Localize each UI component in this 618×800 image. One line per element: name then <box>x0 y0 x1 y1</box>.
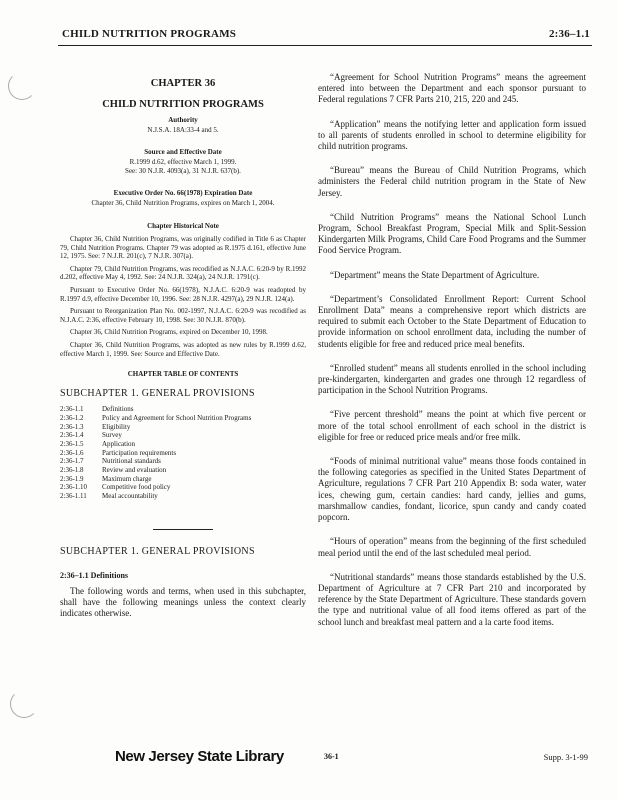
header-section-number: 2:36–1.1 <box>548 28 590 40</box>
binding-mark-top <box>8 72 36 100</box>
toc-item-title: Nutritional standards <box>102 457 161 466</box>
binding-hole <box>0 440 30 476</box>
page-footer <box>0 748 618 768</box>
toc-list <box>60 405 306 501</box>
section-heading: 2:36–1.1 Definitions <box>60 570 128 580</box>
toc-item <box>60 449 306 458</box>
toc-item-title: Maximum charge <box>102 474 152 483</box>
definition-enrollment-report: “Department’s Consolidated Enrollment Report: Current School Enrollment Data” means a comprehensive report which districts are required to submit each October to the State Department of Education to provide information on school enrollment data, including the number of students eligible for free and reduced price meal benefits. <box>318 293 586 349</box>
toc-item <box>60 475 306 484</box>
definition-hours-of-operation: “Hours of operation” means from the beginning of the first scheduled meal period until the end of the last scheduled meal period. <box>318 536 586 558</box>
toc-item-number: 2:36-1.6 <box>60 448 84 457</box>
definition-department: “Department” means the State Department of Agriculture. <box>330 269 540 280</box>
authority-label: Authority <box>168 116 198 124</box>
definition-five-percent-threshold: “Five percent threshold” means the point at which five percent or more of the total school enrollment of each school in the district is eligible for free or reduced price meals and/or free milk. <box>318 409 586 442</box>
toc-item <box>60 423 306 432</box>
toc-item <box>60 483 306 492</box>
toc-item <box>60 466 306 475</box>
toc-item-title: Competitive food policy <box>102 483 171 492</box>
definition-application: “Application” means the notifying letter and application form issued to all parents of students enrolled in school to determine eligibility for child nutrition programs. <box>318 118 586 152</box>
header-rule <box>58 45 592 46</box>
definition-agreement: “Agreement for School Nutrition Programs” means the agreement entered into between the Department and each sponsor pursuant to Federal regulations 7 CFR Parts 210, 215, 220 and 245. <box>318 72 586 105</box>
toc-item-number: 2:36-1.2 <box>60 413 84 422</box>
toc-item-number: 2:36-1.5 <box>60 439 84 448</box>
toc-item-title: Eligibility <box>102 422 131 431</box>
history-note: Pursuant to Executive Order No. 66(1978), N.J.A.C. 6:20-9 was readopted by R.1997 d.9, effective December 10, 1996. See: 28 N.J.R. 4297(a), 29 N.J.R. 124(a). <box>60 285 306 303</box>
toc-item-number: 2:36-1.10 <box>60 483 88 492</box>
source-line: R.1999 d.62, effective March 1, 1999. <box>129 157 237 166</box>
history-note: Chapter 36, Child Nutrition Programs, was adopted as new rules by R.1999 d.62, effective March 1, 1999. See: Source and Effective Date. <box>60 340 306 358</box>
toc-item-title: Survey <box>102 431 122 440</box>
body-subchapter-heading: SUBCHAPTER 1. GENERAL PROVISIONS <box>60 545 255 557</box>
library-logo: New Jersey State Library <box>115 748 284 765</box>
header-title: CHILD NUTRITION PROGRAMS <box>62 28 237 40</box>
history-note: Chapter 79, Child Nutrition Programs, was recodified as N.J.A.C. 6:20-9 by R.1992 d.202, effective May 4, 1992. See: 24 N.J.R. 324(a), 24 N.J.R. 1791(c). <box>60 264 306 282</box>
left-column <box>60 72 306 619</box>
toc-item-number: 2:36-1.8 <box>60 466 84 475</box>
page-number: 36-1 <box>324 752 339 761</box>
chapter-title: CHILD NUTRITION PROGRAMS <box>102 99 264 110</box>
toc-item-title: Participation requirements <box>102 448 177 457</box>
running-header <box>62 28 590 42</box>
section-divider <box>153 529 213 530</box>
toc-item-number: 2:36-1.4 <box>60 431 84 440</box>
binding-mark-bottom <box>10 690 38 718</box>
history-label: Chapter Historical Note <box>147 222 219 230</box>
toc-item <box>60 492 306 501</box>
source-citation: See: 30 N.J.R. 4093(a), 31 N.J.R. 637(b). <box>125 167 241 175</box>
definition-bureau: “Bureau” means the Bureau of Child Nutrition Programs, which administers the Federal child nutrition program in the State of New Jersey. <box>318 165 586 198</box>
toc-item-number: 2:36-1.11 <box>60 492 87 501</box>
source-label: Source and Effective Date <box>144 147 222 156</box>
chapter-number: CHAPTER 36 <box>150 78 216 89</box>
toc-item-title: Application <box>102 439 136 448</box>
toc-item <box>60 457 306 466</box>
toc-item-title: Meal accountability <box>102 492 158 501</box>
toc-item <box>60 414 306 423</box>
toc-item-number: 2:36-1.1 <box>60 405 84 414</box>
definition-nutritional-standards: “Nutritional standards” means those standards established by the U.S. Department of Agriculture at 7 CFR Part 210 and incorporated by reference by the State Department of Agriculture. These standards govern the type and nutritional value of all food items offered as part of the school lunch and breakfast meal pattern and a la carte food items. <box>318 571 586 627</box>
toc-item-title: Policy and Agreement for School Nutrition Programs <box>102 413 252 422</box>
toc-item-number: 2:36-1.9 <box>60 474 84 483</box>
exec-order-label: Executive Order No. 66(1978) Expiration Date <box>113 188 253 197</box>
right-column <box>318 72 586 641</box>
exec-order-text: Chapter 36, Child Nutrition Programs, expires on March 1, 2004. <box>91 198 275 207</box>
toc-subchapter: SUBCHAPTER 1. GENERAL PROVISIONS <box>60 388 255 400</box>
history-note: Pursuant to Reorganization Plan No. 002-1997, N.J.A.C. 6:20-9 was recodified as N.J.A.C. 2:36, effective February 10, 1998. See: 30 N.J.R. 870(b). <box>60 307 306 324</box>
toc-item-number: 2:36-1.7 <box>60 457 84 466</box>
toc-item <box>60 440 306 449</box>
authority-text: N.J.S.A. 18A:33-4 and 5. <box>147 126 219 134</box>
toc-item <box>60 431 306 440</box>
toc-item-title: Definitions <box>102 405 134 414</box>
definition-child-nutrition-programs: “Child Nutrition Programs” means the National School Lunch Program, School Breakfast Program, Special Milk and Split-Session Kindergarten Milk Programs, Child Care Food Programs and the Summer Food Service Program. <box>318 211 586 256</box>
history-note: Chapter 36, Child Nutrition Programs, expired on December 10, 1998. <box>70 328 268 337</box>
section-intro: The following words and terms, when used in this subchapter, shall have the following meanings unless the context clearly indicates otherwise. <box>60 585 306 618</box>
history-note: Chapter 36, Child Nutrition Programs, was originally codified in Title 6 as Chapter 79, Child Nutrition Programs. Chapter 79 was adopted as R.1975 d.161, effective June 12, 1975. See: 7 N.J.R. 201(c), 7 N.J.R. 307(a). <box>60 235 306 261</box>
supplement-date: Supp. 3-1-99 <box>543 752 588 762</box>
toc-item-number: 2:36-1.3 <box>60 422 84 431</box>
definition-minimal-nutritional-value: “Foods of minimal nutritional value” means those foods contained in the following categories as specified in the United States Department of Agriculture, regulations 7 CFR Part 210 Appendix B: soda water, water ices, chewing gum, certain candies: hard candy, jellies and gums, marshmallow candies, fondant, licorice, spun candy and candy coated popcorn. <box>318 456 586 523</box>
toc-item-title: Review and evaluation <box>102 466 167 475</box>
definition-enrolled-student: “Enrolled student” means all students enrolled in the school including pre-kindergarten, kindergarten and grades one through 12 regardless of participation in the School Nutrition Programs. <box>318 362 586 396</box>
toc-heading: CHAPTER TABLE OF CONTENTS <box>127 370 239 379</box>
toc-item <box>60 405 306 414</box>
